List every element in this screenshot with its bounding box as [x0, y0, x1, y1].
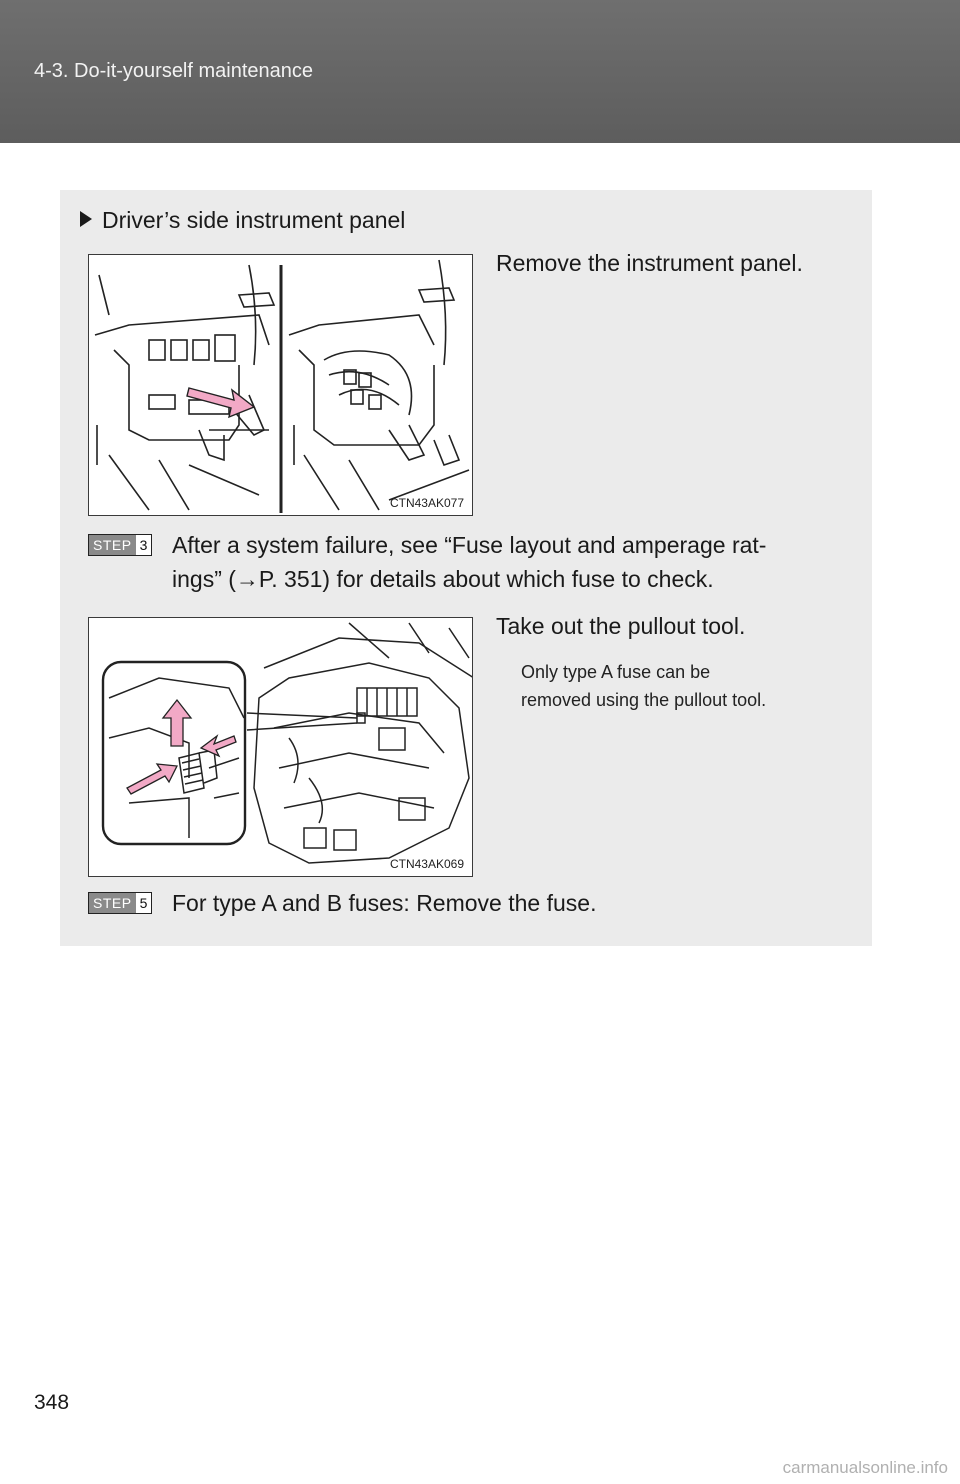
instrument-panel-illustration: [88, 254, 473, 516]
section-title: 4-3. Do-it-yourself maintenance: [34, 60, 314, 82]
pullout-tool-illustration: [88, 617, 473, 877]
step-label: STEP: [89, 535, 136, 555]
step-3-line-1: After a system failure, see “Fuse layout and amperage rat-: [172, 532, 767, 558]
figure-code: CTN43AK077: [389, 496, 464, 510]
step-3-badge: [88, 534, 152, 556]
remove-panel-text: Remove the instrument panel.: [496, 250, 803, 276]
step-4-note-line-2: removed using the pullout tool.: [521, 690, 767, 710]
bullet-heading-text: Driver’s side instrument panel: [102, 207, 406, 233]
page-header: [0, 0, 960, 143]
step-5-badge: [88, 892, 152, 914]
instrument-panel-drawing: [89, 255, 473, 516]
step-4-text: Take out the pullout tool.: [496, 613, 746, 639]
bullet-heading: [80, 207, 405, 234]
step-5-text: For type A and B fuses: Remove the fuse.: [172, 890, 597, 916]
triangle-bullet-icon: [80, 211, 92, 227]
step-number: 3: [139, 537, 148, 553]
step-3-line-2: ings” (→P. 351) for details about which fuse to check.: [172, 566, 714, 592]
watermark: carmanualsonline.info: [782, 1458, 948, 1477]
step-4-note-line-1: Only type A fuse can be: [521, 662, 711, 682]
page-number: 348: [34, 1391, 70, 1414]
fuse-box-drawing: [89, 618, 473, 877]
figure-code: CTN43AK069: [389, 857, 464, 871]
step-label: STEP: [89, 893, 136, 913]
step-number: 5: [139, 895, 148, 911]
pull-arrow-icon: [187, 388, 254, 417]
